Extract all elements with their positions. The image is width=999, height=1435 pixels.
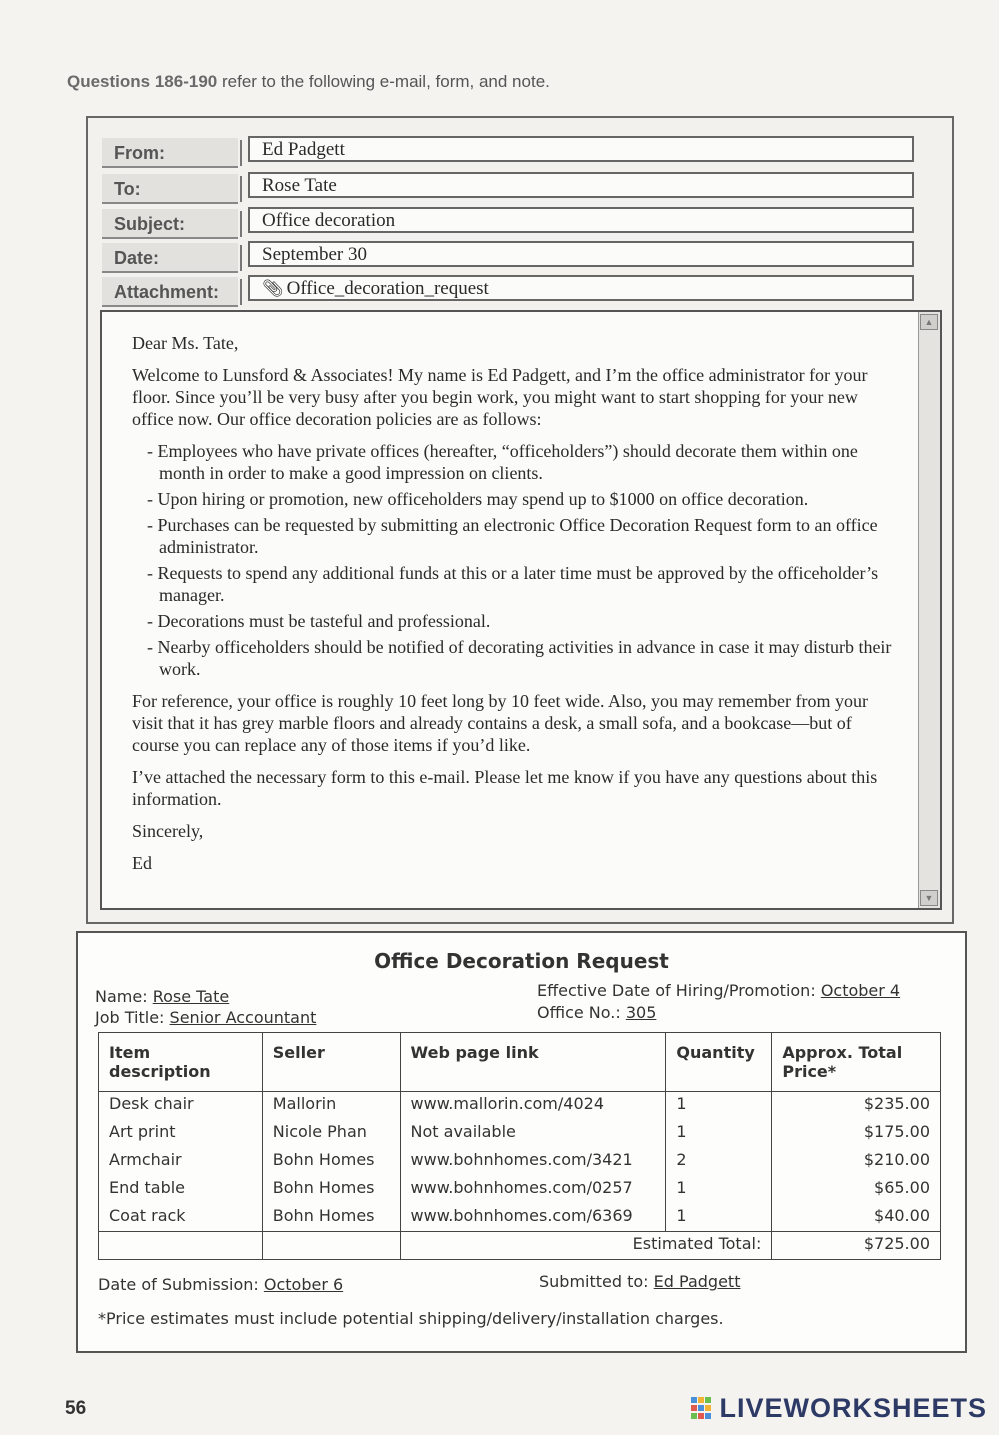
price-cell: $210.00 [772,1148,941,1176]
seller-cell: Mallorin [262,1092,400,1120]
empty-cell [99,1232,263,1260]
page-number: 56 [65,1398,87,1419]
subject-row [102,209,914,239]
link-cell[interactable]: www.bohnhomes.com/0257 [400,1176,666,1204]
seller-cell: Bohn Homes [262,1148,400,1176]
policy-item: - Upon hiring or promotion, new officeholders may spend up to $1000 on office decoration. [147,488,902,510]
job-title-value: Senior Accountant [169,1008,317,1027]
job-title-label: Job Title: [95,1008,165,1027]
effective-date-label: Effective Date of Hiring/Promotion: [537,981,816,1000]
price-cell: $175.00 [772,1120,941,1148]
email-window [86,116,954,924]
submitted-to-value: Ed Padgett [653,1272,741,1291]
item-cell: End table [99,1176,263,1204]
policy-item: - Nearby officeholders should be notified of decorating activities in advance in case it may disturb their work. [147,636,902,680]
name-line [95,987,229,1006]
liveworksheets-logo-icon [691,1397,717,1419]
email-signoff: Sincerely, [132,821,204,841]
price-cell: $40.00 [772,1204,941,1232]
items-table [98,1032,941,1260]
question-range: Questions 186-190 [67,72,218,91]
submission-line [98,1275,343,1294]
submission-label: Date of Submission: [98,1275,259,1294]
attachment-filename[interactable]: Office_decoration_request [286,278,489,299]
link-cell: Not available [400,1120,666,1148]
policy-item: - Decorations must be tasteful and professional. [147,610,902,632]
job-title-line [95,1008,316,1027]
to-label: To: [102,174,238,204]
item-cell: Desk chair [99,1092,263,1120]
liveworksheets-brand[interactable] [691,1393,987,1424]
email-greeting: Dear Ms. Tate, [132,333,239,353]
quantity-cell: 1 [666,1120,772,1148]
quantity-cell: 2 [666,1148,772,1176]
policy-item: - Requests to spend any additional funds at this or a later time must be approved by the officeholder’s manager. [147,562,902,606]
from-field[interactable]: Ed Padgett [248,136,914,162]
brand-name: LIVEWORKSHEETS [719,1393,987,1423]
policy-item: - Employees who have private offices (hereafter, “officeholders”) should decorate them within one month in order to make a good impression on clients. [147,440,902,484]
email-scrollbar[interactable] [918,312,940,908]
scroll-down-icon[interactable]: ▼ [920,890,938,906]
subject-label: Subject: [102,209,238,239]
submission-date: October 6 [263,1275,344,1294]
email-signature: Ed [132,853,152,873]
to-field[interactable]: Rose Tate [248,172,914,198]
total-label: Estimated Total: [400,1232,772,1260]
policy-item: - Purchases can be requested by submitting an electronic Office Decoration Request form to an office administrator. [147,514,902,558]
col-seller: Seller [262,1033,400,1092]
effective-date-line [537,981,900,1000]
col-web-page-link: Web page link [400,1033,666,1092]
total-row [99,1232,941,1260]
email-intro: Welcome to Lunsford & Associates! My name is Ed Padgett, and I’m the office administrator for your floor. Since you’ll be very busy after you begin work, you might want to start shopping for your new office now. Our office decoration policies are as follows: [132,365,868,429]
table-row [99,1204,941,1232]
item-cell: Art print [99,1120,263,1148]
policy-list [147,440,902,680]
from-label: From: [102,138,238,168]
attachment-field[interactable] [248,275,914,301]
date-label: Date: [102,243,238,273]
scroll-up-icon[interactable]: ▲ [920,314,938,330]
attachment-label: Attachment: [102,277,238,307]
name-label: Name: [95,987,148,1006]
table-row [99,1092,941,1120]
table-row [99,1176,941,1204]
quantity-cell: 1 [666,1204,772,1232]
link-cell[interactable]: www.mallorin.com/4024 [400,1092,666,1120]
name-value: Rose Tate [152,987,230,1006]
seller-cell: Bohn Homes [262,1204,400,1232]
seller-cell: Bohn Homes [262,1176,400,1204]
table-row [99,1120,941,1148]
link-cell[interactable]: www.bohnhomes.com/6369 [400,1204,666,1232]
col-item-description: Item description [99,1033,263,1092]
subject-field[interactable]: Office decoration [248,207,914,233]
quantity-cell: 1 [666,1092,772,1120]
email-body[interactable] [100,310,942,910]
date-row [102,243,914,273]
col-total-price: Approx. Total Price* [772,1033,941,1092]
office-decoration-form [76,931,967,1353]
item-cell: Armchair [99,1148,263,1176]
submitted-to-line [539,1272,740,1291]
seller-cell: Nicole Phan [262,1120,400,1148]
total-value: $725.00 [772,1232,941,1260]
to-row [102,174,914,204]
questions-header [67,72,550,92]
email-reference: For reference, your office is roughly 10 feet long by 10 feet wide. Also, you may remember from your visit that it has grey marble floors and already contains a desk, a small sofa, and a bookcase—but of course you can replace any of those items if you’d like. [132,691,868,755]
item-cell: Coat rack [99,1204,263,1232]
form-title: Office Decoration Request [374,949,669,973]
table-row [99,1148,941,1176]
paperclip-icon: 📎︎ [262,279,284,298]
quantity-cell: 1 [666,1176,772,1204]
submitted-to-label: Submitted to: [539,1272,649,1291]
effective-date-value: October 4 [820,981,901,1000]
from-row [102,138,914,168]
price-cell: $235.00 [772,1092,941,1120]
office-no-label: Office No.: [537,1003,621,1022]
empty-cell [262,1232,400,1260]
price-footnote: *Price estimates must include potential shipping/delivery/installation charges. [98,1309,724,1328]
attachment-row [102,277,914,307]
question-instructions: refer to the following e-mail, form, and note. [221,72,550,91]
email-closing-note: I’ve attached the necessary form to this e-mail. Please let me know if you have any questions about this information. [132,767,878,809]
office-no-value: 305 [625,1003,657,1022]
table-header-row [99,1033,941,1092]
date-field[interactable]: September 30 [248,241,914,267]
price-cell: $65.00 [772,1176,941,1204]
col-quantity: Quantity [666,1033,772,1092]
link-cell[interactable]: www.bohnhomes.com/3421 [400,1148,666,1176]
office-no-line [537,1003,656,1022]
